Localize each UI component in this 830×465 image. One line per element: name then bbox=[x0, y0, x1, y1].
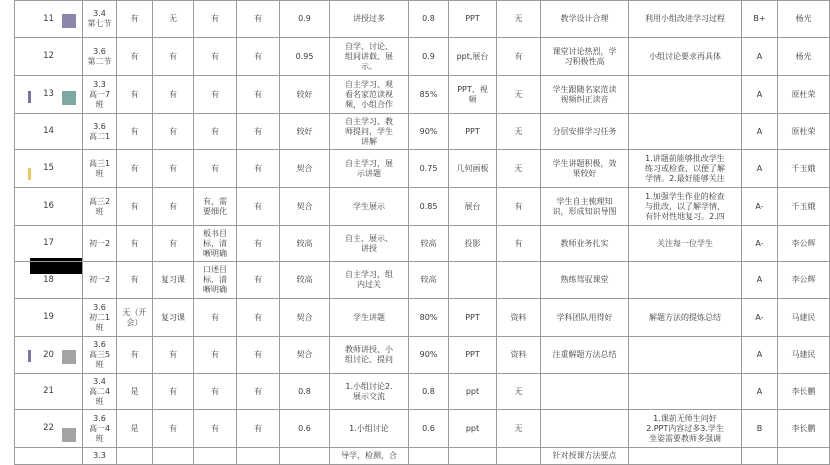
table-cell-cls[interactable]: 初一2 bbox=[83, 262, 117, 299]
table-cell-c13[interactable]: 马建民 bbox=[778, 299, 830, 337]
table-cell-c8[interactable]: PPT bbox=[449, 337, 497, 374]
table-cell-c5[interactable]: 契合 bbox=[280, 337, 330, 374]
table-cell-c7[interactable]: 0.6 bbox=[409, 410, 449, 448]
table-cell-c2[interactable]: 有 bbox=[153, 38, 194, 76]
table-cell-c9[interactable] bbox=[497, 448, 541, 465]
row-number[interactable]: 13 bbox=[15, 76, 83, 114]
table-cell-c6[interactable]: 教师讲授、小 组讨论、提问 bbox=[330, 337, 409, 374]
table-cell-c4[interactable]: 有 bbox=[237, 38, 280, 76]
table-row bbox=[15, 226, 830, 262]
table-row bbox=[15, 374, 830, 410]
table-cell-c6[interactable]: 自主学习，展 示讲题 bbox=[330, 150, 409, 188]
table-cell-c11[interactable]: 小组讨论要求再具体 bbox=[629, 38, 742, 76]
table-cell-c3[interactable]: 有 bbox=[194, 76, 237, 114]
table-cell-c11[interactable]: 利用小组改进学习过程 bbox=[629, 1, 742, 38]
table-row bbox=[15, 114, 830, 150]
table-cell-c7[interactable]: 较高 bbox=[409, 226, 449, 262]
table-row bbox=[15, 262, 830, 299]
table-cell-c3[interactable]: 有 bbox=[194, 410, 237, 448]
table-cell-c3[interactable]: 板书目 标，清 晰明确 bbox=[194, 226, 237, 262]
table-cell-cls[interactable]: 3.6 高一4班 bbox=[83, 410, 117, 448]
table-cell-c8[interactable]: PPT bbox=[449, 299, 497, 337]
table-cell-c9[interactable]: 无 bbox=[497, 1, 541, 38]
table-cell-c4[interactable]: 有 bbox=[237, 226, 280, 262]
table-cell-c2[interactable]: 有 bbox=[153, 188, 194, 226]
table-cell-c8[interactable] bbox=[449, 262, 497, 299]
table-row bbox=[15, 188, 830, 226]
table-cell-c5[interactable]: 0.9 bbox=[280, 1, 330, 38]
table-cell-c7[interactable]: 较高 bbox=[409, 262, 449, 299]
table-cell-c10[interactable]: 熟练驾驭课堂 bbox=[541, 262, 629, 299]
table-cell-c4[interactable]: 有 bbox=[237, 337, 280, 374]
table-cell-c3[interactable]: 有 bbox=[194, 374, 237, 410]
table-cell-c13[interactable]: 原杜荣 bbox=[778, 76, 830, 114]
table-cell-c8[interactable] bbox=[449, 448, 497, 465]
table-row bbox=[15, 1, 830, 38]
table-cell-c3[interactable]: 有 bbox=[194, 150, 237, 188]
table-cell-c6[interactable]: 导学，检测，合 bbox=[330, 448, 409, 465]
table-cell-c11[interactable] bbox=[629, 114, 742, 150]
table-cell-c9[interactable]: 无 bbox=[497, 76, 541, 114]
table-cell-c12[interactable]: A bbox=[742, 150, 778, 188]
table-cell-c13[interactable]: 杨光 bbox=[778, 1, 830, 38]
table-cell-c13[interactable]: 马建民 bbox=[778, 337, 830, 374]
table-cell-c12[interactable]: A- bbox=[742, 299, 778, 337]
table-cell-c10[interactable]: 学生讲题积极，效 果较好 bbox=[541, 150, 629, 188]
table-row bbox=[15, 76, 830, 114]
table-cell-c6[interactable]: 自主学习、观 看名家范读视 频，小组合作 bbox=[330, 76, 409, 114]
table-cell-c5[interactable]: 较高 bbox=[280, 262, 330, 299]
table-row bbox=[15, 150, 830, 188]
table-cell-c11[interactable]: 1.加强学生作业的检查 与批改，以了解学情， 有针对性地复习。2.四 bbox=[629, 188, 742, 226]
table-cell-cls[interactable]: 3.6 高二1 bbox=[83, 114, 117, 150]
row-number[interactable]: 16 bbox=[15, 188, 83, 226]
table-cell-c10[interactable]: 教学设计合理 bbox=[541, 1, 629, 38]
row-number[interactable]: 18 bbox=[15, 262, 83, 299]
table-cell-c11[interactable] bbox=[629, 374, 742, 410]
table-cell-c10[interactable]: 学生跟随名家范读 视频纠正读音 bbox=[541, 76, 629, 114]
table-cell-c6[interactable]: 自主、展示、 讲授 bbox=[330, 226, 409, 262]
table-cell-cls[interactable]: 高三1班 bbox=[83, 150, 117, 188]
table-cell-c12[interactable]: B bbox=[742, 410, 778, 448]
table-cell-c4[interactable]: 有 bbox=[237, 188, 280, 226]
table-cell-c1[interactable]: 有 bbox=[117, 150, 153, 188]
table-cell-c3[interactable]: 有 bbox=[194, 1, 237, 38]
row-number[interactable]: 15 bbox=[15, 150, 83, 188]
row-number[interactable]: 21 bbox=[15, 374, 83, 410]
table-cell-c6[interactable]: 自主学习、教 师提问，学生 讲解 bbox=[330, 114, 409, 150]
table-cell-c13[interactable]: 杨光 bbox=[778, 38, 830, 76]
table-cell-c2[interactable]: 有 bbox=[153, 410, 194, 448]
table-cell-c13[interactable]: 李长鹏 bbox=[778, 374, 830, 410]
table-cell-cls[interactable]: 3.6 初二1班 bbox=[83, 299, 117, 337]
table-cell-c3[interactable]: 有 bbox=[194, 38, 237, 76]
row-number[interactable] bbox=[15, 448, 83, 465]
table-cell-cls[interactable]: 3.3 高一7班 bbox=[83, 76, 117, 114]
table-row bbox=[15, 299, 830, 337]
table-cell-c6[interactable]: 自主学习，组 内过关 bbox=[330, 262, 409, 299]
table-cell-c9[interactable]: 无 bbox=[497, 410, 541, 448]
table-row bbox=[15, 448, 830, 465]
table-cell-c9[interactable]: 有 bbox=[497, 188, 541, 226]
table-cell-c11[interactable] bbox=[629, 448, 742, 465]
table-cell-c8[interactable]: PPT、视 频 bbox=[449, 76, 497, 114]
table-cell-c11[interactable] bbox=[629, 262, 742, 299]
table-row bbox=[15, 337, 830, 374]
table-cell-c12[interactable]: A bbox=[742, 38, 778, 76]
table-cell-c8[interactable]: PPT bbox=[449, 114, 497, 150]
row-number[interactable]: 11 bbox=[15, 1, 83, 38]
table-cell-c9[interactable]: 无 bbox=[497, 114, 541, 150]
table-cell-c11[interactable]: 解题方法的提炼总结 bbox=[629, 299, 742, 337]
table-cell-c10[interactable] bbox=[541, 410, 629, 448]
table-cell-c7[interactable]: 0.85 bbox=[409, 188, 449, 226]
table-cell-cls[interactable]: 3.4 高二4班 bbox=[83, 374, 117, 410]
table-cell-c1[interactable]: 有 bbox=[117, 188, 153, 226]
table-cell-c4[interactable]: 有 bbox=[237, 150, 280, 188]
table-cell-c2[interactable]: 有 bbox=[153, 226, 194, 262]
table-cell-cls[interactable]: 3.6 高三5班 bbox=[83, 337, 117, 374]
table-cell-c2[interactable]: 有 bbox=[153, 114, 194, 150]
table-cell-c7[interactable]: 85% bbox=[409, 76, 449, 114]
table-cell-c13[interactable]: 千玉娥 bbox=[778, 150, 830, 188]
table-cell-c9[interactable]: 资料 bbox=[497, 299, 541, 337]
table-cell-c13[interactable] bbox=[778, 448, 830, 465]
table-cell-c8[interactable]: ppt bbox=[449, 410, 497, 448]
table-cell-c4[interactable]: 有 bbox=[237, 299, 280, 337]
table-cell-c1[interactable]: 有 bbox=[117, 262, 153, 299]
table-cell-c4[interactable]: 有 bbox=[237, 410, 280, 448]
table-cell-c4[interactable]: 有 bbox=[237, 374, 280, 410]
table-cell-c12[interactable]: B+ bbox=[742, 1, 778, 38]
observation-table bbox=[14, 0, 830, 465]
table-cell-c5[interactable]: 契合 bbox=[280, 150, 330, 188]
row-number[interactable]: 22 bbox=[15, 410, 83, 448]
table-cell-cls[interactable]: 3.6 第二节 bbox=[83, 38, 117, 76]
table-cell-c6[interactable]: 1.小组讨论2. 展示交流 bbox=[330, 374, 409, 410]
table-cell-c3[interactable]: 口述目 标，清 晰明确 bbox=[194, 262, 237, 299]
table-row bbox=[15, 410, 830, 448]
table-cell-c1[interactable]: 有 bbox=[117, 1, 153, 38]
table-cell-c3[interactable]: 有 bbox=[194, 337, 237, 374]
table-cell-c12[interactable]: A bbox=[742, 337, 778, 374]
table-cell-c7[interactable]: 80% bbox=[409, 299, 449, 337]
table-cell-c10[interactable] bbox=[541, 374, 629, 410]
table-cell-c10[interactable]: 针对授课方法要点 bbox=[541, 448, 629, 465]
row-number[interactable]: 12 bbox=[15, 38, 83, 76]
table-cell-c8[interactable]: 展台 bbox=[449, 188, 497, 226]
table-cell-c3[interactable]: 有，需 要细化 bbox=[194, 188, 237, 226]
table-cell-c9[interactable]: 无 bbox=[497, 150, 541, 188]
table-cell-c2[interactable]: 无 bbox=[153, 1, 194, 38]
table-cell-c5[interactable]: 较好 bbox=[280, 76, 330, 114]
table-cell-c2[interactable] bbox=[153, 448, 194, 465]
table-cell-cls[interactable]: 高三2班 bbox=[83, 188, 117, 226]
table-cell-cls[interactable]: 初一2 bbox=[83, 226, 117, 262]
table-cell-c6[interactable]: 1.小组讨论 bbox=[330, 410, 409, 448]
table-cell-c5[interactable]: 契合 bbox=[280, 299, 330, 337]
table-cell-c13[interactable]: 李公辉 bbox=[778, 262, 830, 299]
table-cell-c5[interactable]: 契合 bbox=[280, 188, 330, 226]
table-cell-c11[interactable]: 1.课前无师生问好 2.PPT内容过多3.学生 坐姿需要教师多强调 bbox=[629, 410, 742, 448]
table-cell-c12[interactable]: A bbox=[742, 76, 778, 114]
table-cell-c4[interactable]: 有 bbox=[237, 1, 280, 38]
table-cell-c5[interactable]: 较高 bbox=[280, 226, 330, 262]
table-cell-c7[interactable]: 90% bbox=[409, 114, 449, 150]
table-cell-c3[interactable]: 有 bbox=[194, 114, 237, 150]
table-cell-c6[interactable]: 学生展示 bbox=[330, 188, 409, 226]
table-cell-c1[interactable]: 是 bbox=[117, 374, 153, 410]
table-cell-c11[interactable] bbox=[629, 337, 742, 374]
table-cell-c3[interactable]: 有 bbox=[194, 299, 237, 337]
table-cell-cls[interactable]: 3.3 bbox=[83, 448, 117, 465]
table-cell-c13[interactable]: 原杜荣 bbox=[778, 114, 830, 150]
table-cell-c9[interactable] bbox=[497, 262, 541, 299]
table-cell-c8[interactable]: PPT bbox=[449, 1, 497, 38]
table-cell-c12[interactable]: A bbox=[742, 262, 778, 299]
row-number[interactable]: 20 bbox=[15, 337, 83, 374]
table-cell-c7[interactable]: 0.8 bbox=[409, 1, 449, 38]
table-cell-c1[interactable] bbox=[117, 448, 153, 465]
table-cell-c8[interactable]: ppt bbox=[449, 374, 497, 410]
table-cell-c1[interactable]: 有 bbox=[117, 114, 153, 150]
table-cell-c2[interactable]: 有 bbox=[153, 374, 194, 410]
table-cell-c5[interactable]: 0.95 bbox=[280, 38, 330, 76]
table-cell-c2[interactable]: 复习课 bbox=[153, 299, 194, 337]
table-cell-c2[interactable]: 有 bbox=[153, 76, 194, 114]
table-cell-c7[interactable]: 90% bbox=[409, 337, 449, 374]
table-cell-c4[interactable]: 有 bbox=[237, 76, 280, 114]
table-cell-c10[interactable]: 分层安排学习任务 bbox=[541, 114, 629, 150]
table-cell-c12[interactable]: A bbox=[742, 114, 778, 150]
table-cell-c1[interactable]: 无（开 会） bbox=[117, 299, 153, 337]
table-cell-c12[interactable]: A bbox=[742, 374, 778, 410]
table-cell-c13[interactable]: 李长鹏 bbox=[778, 410, 830, 448]
table-cell-c6[interactable]: 讲授过多 bbox=[330, 1, 409, 38]
table-cell-c6[interactable]: 学生讲题 bbox=[330, 299, 409, 337]
table-cell-c10[interactable]: 学生自主梳理知 识，形成知识导图 bbox=[541, 188, 629, 226]
table-cell-c5[interactable]: 较好 bbox=[280, 114, 330, 150]
table-cell-c2[interactable]: 复习课 bbox=[153, 262, 194, 299]
table-cell-c12[interactable]: A- bbox=[742, 226, 778, 262]
table-cell-c9[interactable]: 无 bbox=[497, 374, 541, 410]
table-cell-c11[interactable] bbox=[629, 76, 742, 114]
table-cell-c1[interactable]: 有 bbox=[117, 38, 153, 76]
table-cell-c1[interactable]: 有 bbox=[117, 76, 153, 114]
table-cell-c4[interactable]: 有 bbox=[237, 114, 280, 150]
table-cell-cls[interactable]: 3.4 第七节 bbox=[83, 1, 117, 38]
table-row bbox=[15, 38, 830, 76]
table-cell-c7[interactable]: 0.9 bbox=[409, 38, 449, 76]
table-cell-c11[interactable]: 关注每一位学生 bbox=[629, 226, 742, 262]
table-cell-c1[interactable]: 有 bbox=[117, 337, 153, 374]
table-cell-c9[interactable]: 资料 bbox=[497, 337, 541, 374]
row-number[interactable]: 17 bbox=[15, 226, 83, 262]
row-number[interactable]: 14 bbox=[15, 114, 83, 150]
table-cell-c8[interactable]: 几何画板 bbox=[449, 150, 497, 188]
table-cell-c8[interactable]: 投影 bbox=[449, 226, 497, 262]
table-cell-c9[interactable]: 有 bbox=[497, 38, 541, 76]
table-cell-c5[interactable]: 0.6 bbox=[280, 410, 330, 448]
table-cell-c1[interactable]: 是 bbox=[117, 410, 153, 448]
table-cell-c12[interactable]: A- bbox=[742, 188, 778, 226]
table-cell-c10[interactable]: 注重解题方法总结 bbox=[541, 337, 629, 374]
table-cell-c5[interactable]: 0.8 bbox=[280, 374, 330, 410]
table-cell-c10[interactable]: 学科团队用得好 bbox=[541, 299, 629, 337]
table-cell-c5[interactable] bbox=[280, 448, 330, 465]
table-cell-c12[interactable] bbox=[742, 448, 778, 465]
table-cell-c8[interactable]: ppt,展台 bbox=[449, 38, 497, 76]
table-cell-c7[interactable] bbox=[409, 448, 449, 465]
table-cell-c6[interactable]: 自学、讨论、 组间讲载、展 示。 bbox=[330, 38, 409, 76]
table-cell-c4[interactable]: 有 bbox=[237, 262, 280, 299]
table-cell-c2[interactable]: 有 bbox=[153, 150, 194, 188]
table-cell-c13[interactable]: 李公辉 bbox=[778, 226, 830, 262]
row-number[interactable]: 19 bbox=[15, 299, 83, 337]
table-cell-c4[interactable] bbox=[237, 448, 280, 465]
table-cell-c9[interactable]: 有 bbox=[497, 226, 541, 262]
table-cell-c7[interactable]: 0.8 bbox=[409, 374, 449, 410]
table-cell-c11[interactable]: 1.讲题前能够批改学生 练习或检查，以便了解 学情。2.最好能够关注 bbox=[629, 150, 742, 188]
table-cell-c1[interactable]: 有 bbox=[117, 226, 153, 262]
table-cell-c10[interactable]: 课堂讨论热烈，学 习积极性高 bbox=[541, 38, 629, 76]
table-cell-c2[interactable]: 有 bbox=[153, 337, 194, 374]
table-cell-c13[interactable]: 千玉娥 bbox=[778, 188, 830, 226]
table-cell-c10[interactable]: 教师业务扎实 bbox=[541, 226, 629, 262]
table-cell-c7[interactable]: 0.75 bbox=[409, 150, 449, 188]
table-cell-c3[interactable] bbox=[194, 448, 237, 465]
